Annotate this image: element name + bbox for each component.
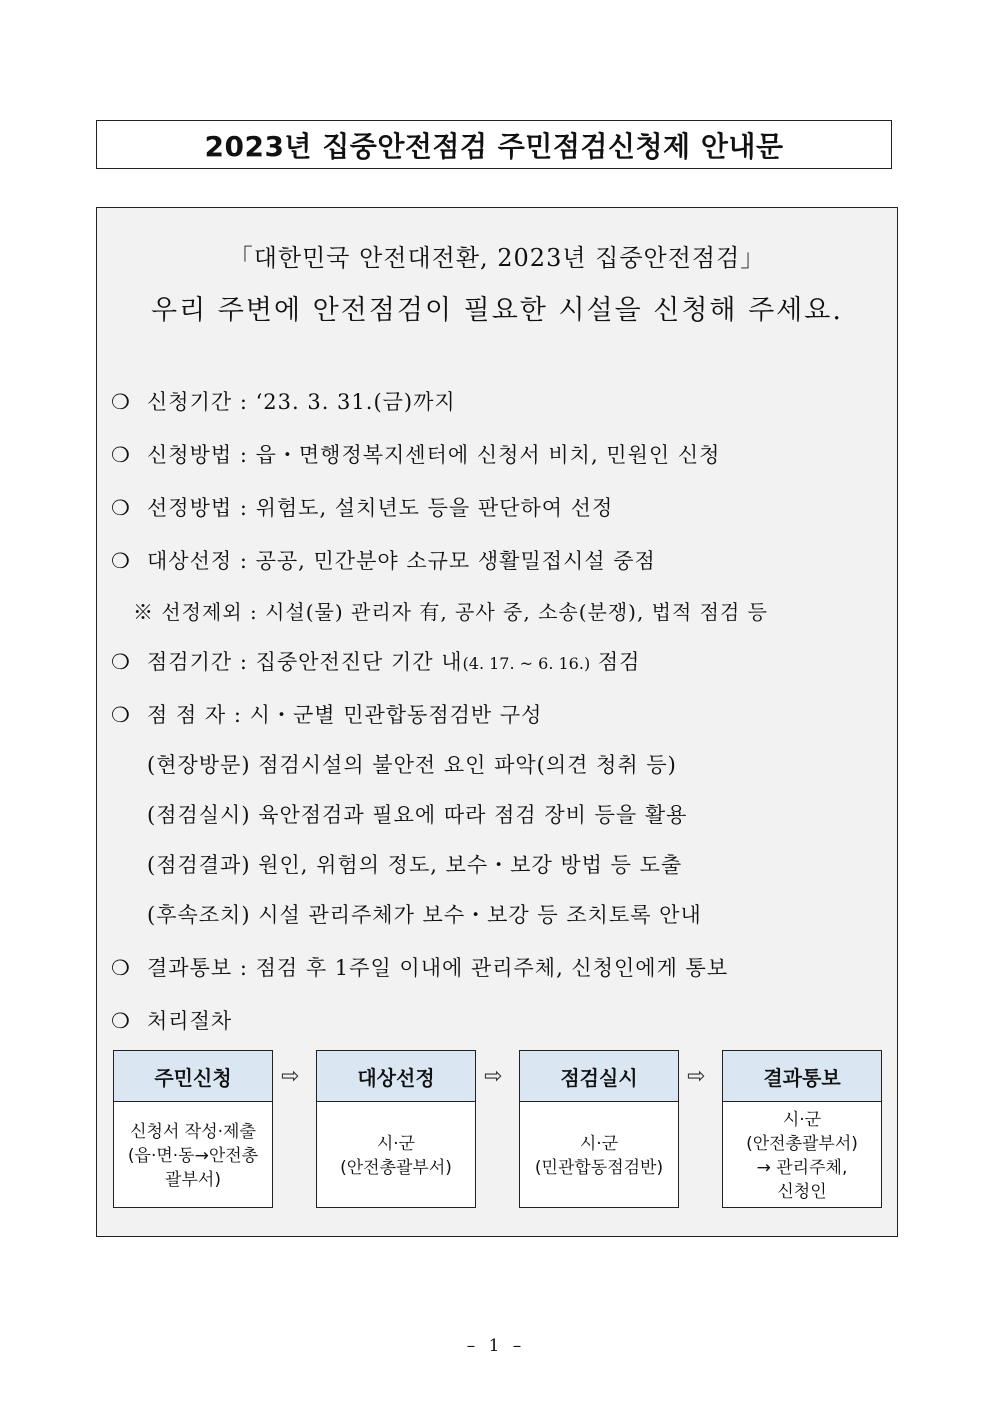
- item-target-selection: ❍ 대상선정 : 공공, 민간분야 소규모 생활밀접시설 중점: [111, 549, 656, 573]
- bullet-icon: ❍: [111, 390, 131, 414]
- step-result: (점검결과) 원인, 위험의 정도, 보수・보강 방법 등 도출: [147, 853, 683, 877]
- flow-arrow-icon: ⇨: [687, 1064, 706, 1089]
- item-result-notice: ❍ 결과통보 : 점검 후 1주일 이내에 관리주체, 신청인에게 통보: [111, 956, 729, 980]
- flow-step-title: 결과통보: [723, 1051, 881, 1102]
- bullet-icon: ❍: [111, 650, 131, 674]
- flow-arrow-icon: ⇨: [484, 1064, 503, 1089]
- flow-step-title: 점검실시: [520, 1051, 678, 1102]
- flow-step-body: 시·군 (민관합동점검반): [534, 1133, 664, 1178]
- page-number: – 1 –: [466, 1336, 526, 1356]
- bullet-icon: ❍: [111, 956, 131, 980]
- flow-step-application: [113, 1050, 273, 1208]
- item-inspector: ❍ 점 점 자 : 시・군별 민관합동점검반 구성: [111, 703, 543, 727]
- headline-campaign: 「대한민국 안전대전환, 2023년 집중안전점검」: [228, 244, 766, 272]
- bullet-icon: ❍: [111, 496, 131, 520]
- step-site-visit: (현장방문) 점검시설의 불안전 요인 파악(의견 청취 등): [147, 753, 677, 777]
- flow-step-body: 시·군 (안전총괄부서) → 관리주체, 신청인: [746, 1109, 858, 1202]
- flow-step-title: 주민신청: [114, 1051, 272, 1102]
- flow-step-notification: [722, 1050, 882, 1208]
- flow-arrow-icon: ⇨: [281, 1064, 300, 1089]
- item-application-method: ❍ 신청방법 : 읍・면행정복지센터에 신청서 비치, 민원인 신청: [111, 443, 721, 467]
- flow-step-selection: [316, 1050, 476, 1208]
- item-procedure: ❍ 처리절차: [111, 1009, 233, 1033]
- bullet-icon: ❍: [111, 549, 131, 573]
- flow-step-body: 시·군 (안전총괄부서): [340, 1133, 452, 1178]
- headline-call-to-action: 우리 주변에 안전점검이 필요한 시설을 신청해 주세요.: [151, 295, 843, 326]
- step-follow-up: (후속조치) 시설 관리주체가 보수・보강 등 조치토록 안내: [147, 903, 702, 927]
- item-inspection-period: ❍ 점검기간 : 집중안전진단 기간 내(4. 17. ~ 6. 16.) 점검: [111, 650, 641, 674]
- flow-step-title: 대상선정: [317, 1051, 475, 1102]
- step-inspection: (점검실시) 육안점검과 필요에 따라 점검 장비 등을 활용: [147, 803, 688, 827]
- document-title-box: [96, 120, 892, 169]
- bullet-icon: ❍: [111, 443, 131, 467]
- notice-panel: [96, 207, 898, 1237]
- item-selection-method: ❍ 선정방법 : 위험도, 설치년도 등을 판단하여 선정: [111, 496, 614, 520]
- item-exclusion-note: ※ 선정제외 : 시설(물) 관리자 有, 공사 중, 소송(분쟁), 법적 점검 등: [133, 600, 768, 624]
- document-title: 2023년 집중안전점검 주민점검신청제 안내문: [204, 129, 784, 163]
- bullet-icon: ❍: [111, 703, 131, 727]
- flow-step-body: 신청서 작성·제출 (읍·면·동→안전총 괄부서): [127, 1121, 259, 1190]
- item-application-period: ❍ 신청기간 : ‘23. 3. 31.(금)까지: [111, 390, 456, 414]
- bullet-icon: ❍: [111, 1009, 131, 1033]
- flow-step-inspection: [519, 1050, 679, 1208]
